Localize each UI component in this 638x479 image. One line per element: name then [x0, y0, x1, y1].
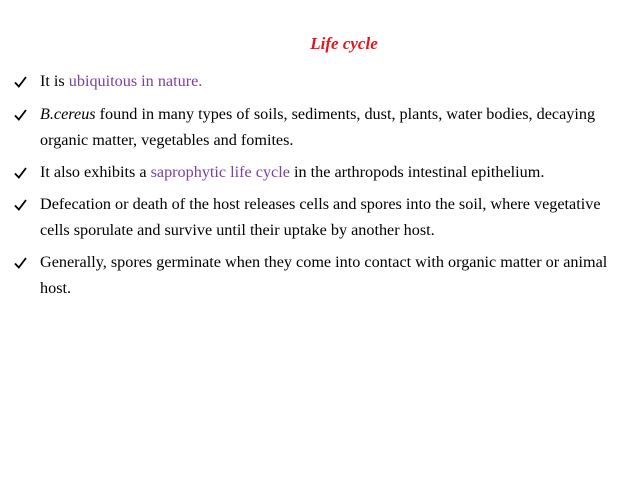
bullet-text: Defecation or death of the host releases cells and spores into the soil, where vegetative cells sporulate and survive until their uptake by another host.	[40, 195, 601, 239]
checkmark-icon	[14, 159, 32, 185]
checkmark-icon	[14, 101, 32, 127]
bullet-item	[12, 68, 612, 94]
bullet-text-pre: It is	[40, 72, 69, 90]
bullet-text: Generally, spores germinate when they come into contact with organic matter or animal host.	[40, 253, 608, 297]
bullet-item	[12, 101, 612, 153]
checkmark-icon	[14, 191, 32, 217]
bullet-highlight: saprophytic life cycle	[150, 163, 290, 181]
bullet-italic-term: B.cereus	[40, 105, 96, 123]
bullet-highlight: ubiquitous in nature.	[68, 72, 203, 90]
bullet-item	[12, 249, 612, 301]
checkmark-icon	[14, 68, 32, 94]
bullet-text: found in many types of soils, sediments, dust, plants, water bodies, decaying organic matter, vegetables and fomites.	[40, 105, 596, 149]
checkmark-icon	[14, 249, 32, 275]
bullet-item	[12, 191, 612, 243]
bullet-text-pre: It also exhibits a	[40, 163, 151, 181]
bullet-text-post: in the arthropods intestinal epithelium.	[289, 163, 545, 181]
bullet-item	[12, 159, 612, 185]
slide-title: Life cycle	[310, 34, 378, 53]
bullet-list	[12, 68, 612, 307]
